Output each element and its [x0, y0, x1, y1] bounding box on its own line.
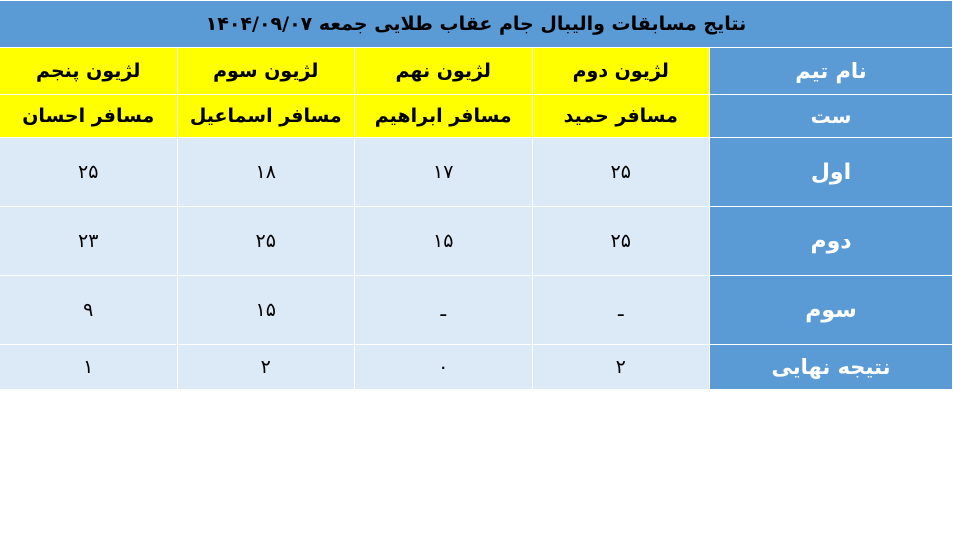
team-header-4: لژیون پنجم: [0, 48, 177, 95]
player-name-3: مسافر اسماعیل: [177, 95, 355, 138]
score-set1-team2: ۱۷: [355, 138, 533, 207]
score-set1-team1: ۲۵: [532, 138, 710, 207]
row-label-set: ست: [710, 95, 953, 138]
page-title: نتایج مسابقات والیبال جام عقاب طلایی جمعه ۱۴۰۴/۰۹/۰۷: [0, 1, 953, 48]
score-set2-team4: ۲۳: [0, 207, 177, 276]
final-team3: ۲: [177, 345, 355, 390]
player-name-1: مسافر حمید: [532, 95, 710, 138]
column-header-team-name: نام تیم: [710, 48, 953, 95]
table-players-row: [0, 95, 953, 138]
player-name-2: مسافر ابراهیم: [355, 95, 533, 138]
final-team2: ۰: [355, 345, 533, 390]
team-header-3: لژیون سوم: [177, 48, 355, 95]
table-final-row: [0, 345, 953, 390]
score-set3-team1: ـ: [532, 276, 710, 345]
team-header-2: لژیون نهم: [355, 48, 533, 95]
table-title-row: [0, 1, 953, 48]
score-set3-team3: ۱۵: [177, 276, 355, 345]
table-header-row: [0, 48, 953, 95]
row-label-set-2: دوم: [710, 207, 953, 276]
score-set1-team4: ۲۵: [0, 138, 177, 207]
table-row: [0, 207, 953, 276]
row-label-set-1: اول: [710, 138, 953, 207]
team-header-1: لژیون دوم: [532, 48, 710, 95]
score-set2-team3: ۲۵: [177, 207, 355, 276]
row-label-set-3: سوم: [710, 276, 953, 345]
final-team1: ۲: [532, 345, 710, 390]
table-row: [0, 276, 953, 345]
score-set1-team3: ۱۸: [177, 138, 355, 207]
score-set3-team4: ۹: [0, 276, 177, 345]
player-name-4: مسافر احسان: [0, 95, 177, 138]
row-label-final-result: نتیجه نهایی: [710, 345, 953, 390]
final-team4: ۱: [0, 345, 177, 390]
score-set2-team2: ۱۵: [355, 207, 533, 276]
score-set2-team1: ۲۵: [532, 207, 710, 276]
table-row: [0, 138, 953, 207]
score-set3-team2: ـ: [355, 276, 533, 345]
